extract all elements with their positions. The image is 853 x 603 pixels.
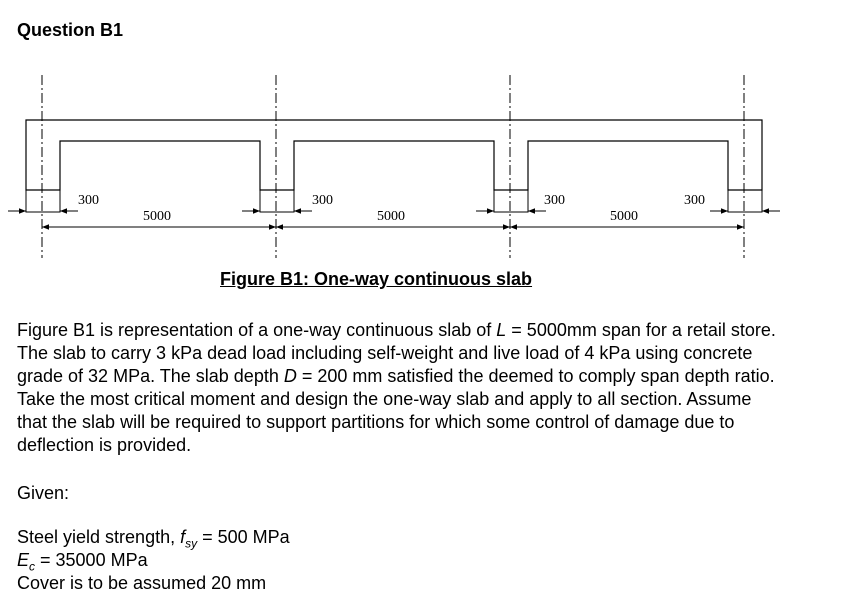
question-title: Question B1 [17,20,124,40]
figure-caption: Figure B1: One-way continuous slab [220,269,533,289]
fsy-subscript: sy [185,536,198,551]
support-1 [26,190,60,212]
support-label-2: 300 [312,193,333,208]
var-D: D [283,366,297,386]
span-label-3: 5000 [610,209,638,224]
given-heading: Given: [17,483,70,503]
ec-symbol: E [17,550,30,570]
span-label-2: 5000 [377,209,405,224]
var-L: L [496,320,507,340]
given-cover: Cover is to be assumed 20 mm [17,573,267,593]
fsy-prefix: Steel yield strength, [17,527,181,547]
ec-subscript: c [29,559,36,574]
support-label-4: 300 [684,193,705,208]
support-3 [494,190,528,212]
support-4 [728,190,762,212]
slab-diagram [0,0,853,265]
span-label-1: 5000 [143,209,171,224]
para-part-2: = 5000mm span for a retail store. The slab to carry 3 kPa dead load including self-weight and live load of 4 kPa using concrete grade of 32 MPa. The slab depth [17,320,776,386]
fsy-symbol: f [180,527,186,547]
slab-outline [26,120,762,190]
para-part-3: = 200 mm satisfied the deemed to comply span depth ratio. Take the most critical moment and design the one-way slab and apply to all section. Assume that the slab will be required to support partitions for which some control of damage due to deflection is provided. [17,366,775,455]
problem-paragraph [17,319,777,457]
para-part-1: Figure B1 is representation of a one-way continuous slab of [17,320,497,340]
fsy-value: = 500 MPa [197,527,290,547]
support-label-1: 300 [78,193,99,208]
support-2 [260,190,294,212]
ec-value: = 35000 MPa [35,550,148,570]
support-label-3: 300 [544,193,565,208]
